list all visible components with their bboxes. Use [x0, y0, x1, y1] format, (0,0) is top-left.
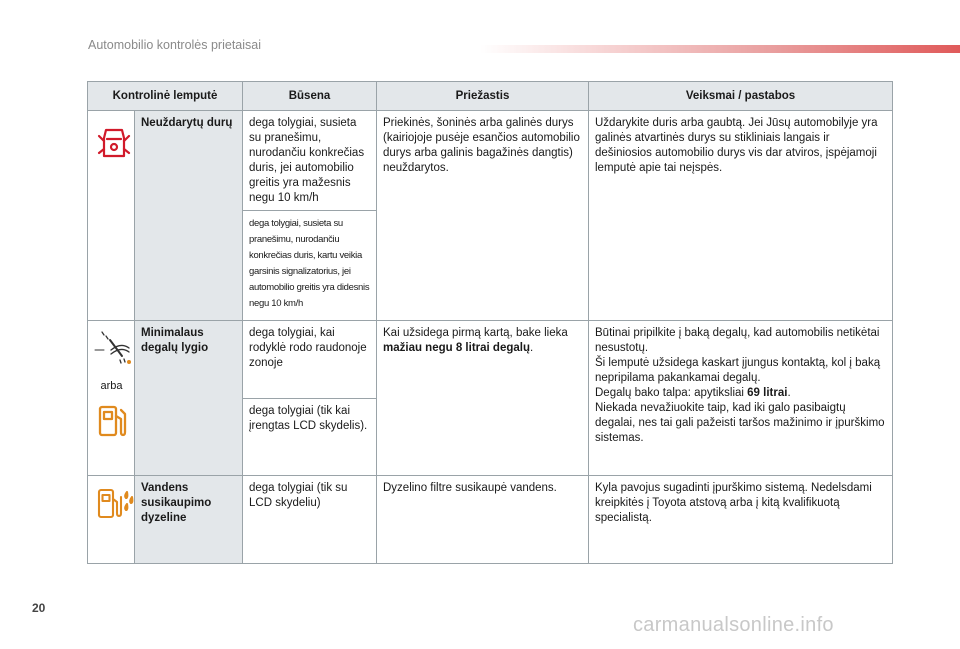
- door-open-icon: [94, 154, 134, 166]
- table-row-door: [88, 111, 893, 211]
- table-row-water: [88, 476, 893, 564]
- fuel-action-3-end: .: [787, 387, 791, 399]
- water-in-diesel-icon: [94, 513, 136, 525]
- fuel-icon-cell: [88, 321, 135, 476]
- water-icon-cell: [88, 476, 135, 564]
- col-header-warning-light: Kontrolinė lemputė: [88, 82, 243, 111]
- table-header-row: [88, 82, 893, 111]
- fuel-state-2: dega tolygiai (tik kai įrengtas LCD skydelis).: [243, 399, 377, 476]
- door-light-name: Neuždarytų durų: [135, 111, 243, 321]
- col-header-cause: Priežastis: [377, 82, 589, 111]
- fuel-cause-text: Kai užsidega pirmą kartą, bake lieka: [383, 327, 568, 339]
- water-light-name: Vandens susikaupimo dyzeline: [135, 476, 243, 564]
- fuel-gauge-icon: [91, 326, 133, 373]
- page-header-title: Automobilio kontrolės prietaisai: [88, 38, 262, 52]
- fuel-action-3: Degalų bako talpa: apytiksliai: [595, 387, 748, 399]
- fuel-cause: [377, 321, 589, 476]
- header-decoration-line: [480, 45, 960, 53]
- fuel-icon-separator: arba: [100, 380, 123, 392]
- door-state-2: dega tolygiai, susieta su pranešimu, nurodančiu konkrečias duris, kartu veikia garsinis signalizatorius, jei automobilio greitis yra didesnis negu 10 km/h: [243, 211, 377, 321]
- fuel-action-4: Niekada nevažiuokite taip, kad iki galo pasibaigtų degalai, nes tai gali pažeisti taršos mažinimo ir įpurškimo sistemas.: [595, 402, 885, 444]
- fuel-state-1: dega tolygiai, kai rodyklė rodo raudonoje zonoje: [243, 321, 377, 399]
- fuel-cause-end: .: [529, 342, 534, 354]
- fuel-cause-bold: mažiau negu 8 litrai degalų: [383, 342, 530, 354]
- table-row-fuel: [88, 321, 893, 399]
- door-action: Uždarykite duris arba gaubtą. Jei Jūsų automobilyje yra galinės atvartinės durys su stikliniais langais ir dešiniosios automobilio durys vis dar atviros, įspėjamoji lemputė apie tai neįspės.: [589, 111, 893, 321]
- watermark: carmanualsonline.info: [633, 614, 834, 636]
- page-number: 20: [32, 601, 46, 615]
- col-header-actions: Veiksmai / pastabos: [589, 82, 893, 111]
- door-cause: Priekinės, šoninės arba galinės durys (kairiojoje pusėje esančios automobilio durys arba galinis bagažinės dangtis) neuždarytos.: [377, 111, 589, 321]
- water-action: Kyla pavojus sugadinti įpurškimo sistemą. Nedelsdami kreipkitės į Toyota atstovą arba į kitą kvalifikuotą specialistą.: [589, 476, 893, 564]
- fuel-light-name: Minimalaus degalų lygio: [135, 321, 243, 476]
- fuel-action-1: Būtinai pripilkite į baką degalų, kad automobilis netikėtai nesustotų.: [595, 327, 880, 354]
- water-cause: Dyzelino filtre susikaupė vandens.: [377, 476, 589, 564]
- fuel-capacity: 69 litrai: [747, 387, 788, 399]
- fuel-action-2: Ši lemputė užsidega kaskart įjungus kontaktą, kol į baką nepripilama pakankamai degalų.: [595, 357, 881, 384]
- fuel-pump-icon: [95, 402, 129, 445]
- col-header-state: Būsena: [243, 82, 377, 111]
- water-state-1: dega tolygiai (tik su LCD skydeliu): [243, 476, 377, 564]
- door-icon-cell: [88, 111, 135, 321]
- door-state-1: dega tolygiai, susieta su pranešimu, nurodančiu konkrečias duris, jei automobilio greitis yra mažesnis negu 10 km/h: [243, 111, 377, 211]
- warning-lights-table: [87, 81, 893, 564]
- fuel-action: [589, 321, 893, 476]
